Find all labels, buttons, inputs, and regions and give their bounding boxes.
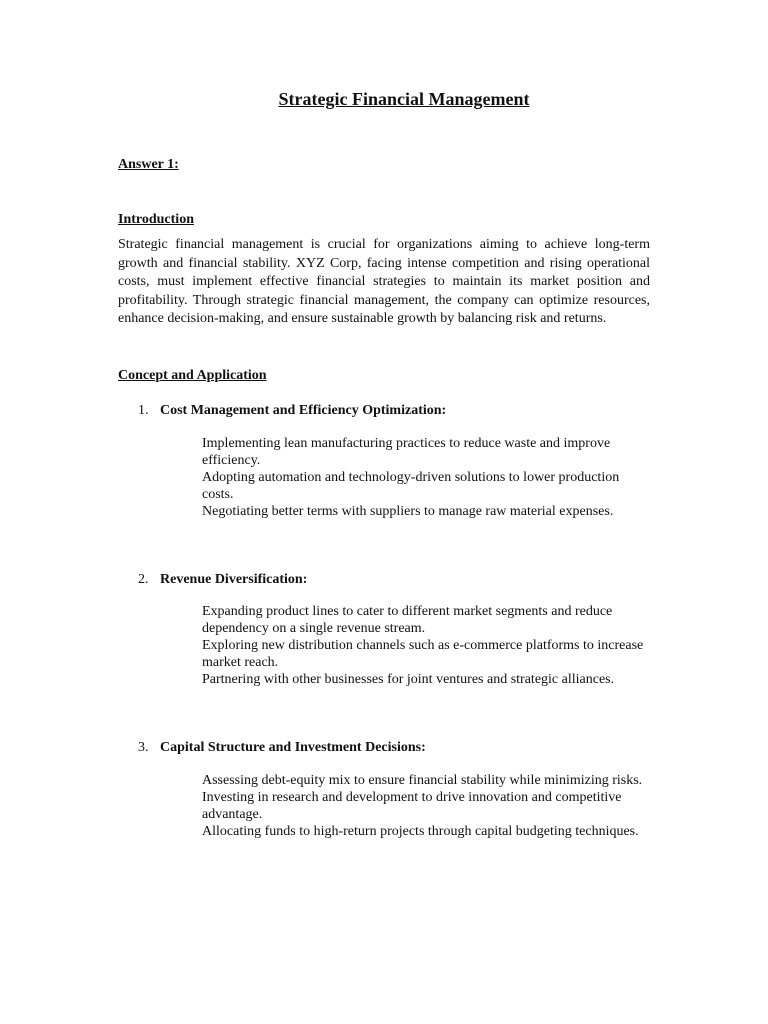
point-text: Investing in research and development to drive innovation and competitive advantage. <box>202 790 622 822</box>
point-text: Expanding product lines to cater to different market segments and reduce dependency on a single revenue stream. <box>202 604 613 636</box>
list-item-points <box>202 772 650 840</box>
list-item-label: Capital Structure and Investment Decisions: <box>160 740 426 755</box>
list-item-label: Revenue Diversification: <box>160 572 308 587</box>
list-item-points <box>202 435 650 520</box>
list-item-number: 3. <box>138 740 149 755</box>
point-text: Partnering with other businesses for joint ventures and strategic alliances. <box>202 672 615 687</box>
list-item-title <box>138 739 426 757</box>
concept-heading: Concept and Application <box>118 368 267 383</box>
answer-label: Answer 1: <box>118 157 179 172</box>
list-item-title <box>138 571 307 589</box>
point-text: Negotiating better terms with suppliers to manage raw material expenses. <box>202 504 614 519</box>
list-item-label: Cost Management and Efficiency Optimization: <box>160 403 447 418</box>
list-item-number: 2. <box>138 572 149 587</box>
point-text: Implementing lean manufacturing practices to reduce waste and improve efficiency. <box>202 436 611 468</box>
introduction-heading: Introduction <box>118 212 194 227</box>
document-title: Strategic Financial Management <box>278 89 530 109</box>
point-text: Assessing debt-equity mix to ensure financial stability while minimizing risks. <box>202 773 643 788</box>
list-item-number: 1. <box>138 403 149 418</box>
point-text: Exploring new distribution channels such as e-commerce platforms to increase market reach. <box>202 638 644 670</box>
introduction-paragraph: Strategic financial management is crucial for organizations aiming to achieve long-term growth and financial stability. XYZ Corp, facing intense competition and rising operational costs, must implement effective financial strategies to maintain its market position and profitability. Through strategic financial management, the company can optimize resources, enhance decision-making, and ensure sustainable growth by balancing risk and returns. <box>118 237 650 326</box>
list-item-points <box>202 603 650 688</box>
point-text: Allocating funds to high-return projects through capital budgeting techniques. <box>202 824 639 839</box>
list-item-title <box>138 402 446 420</box>
point-text: Adopting automation and technology-driven solutions to lower production costs. <box>202 470 620 502</box>
